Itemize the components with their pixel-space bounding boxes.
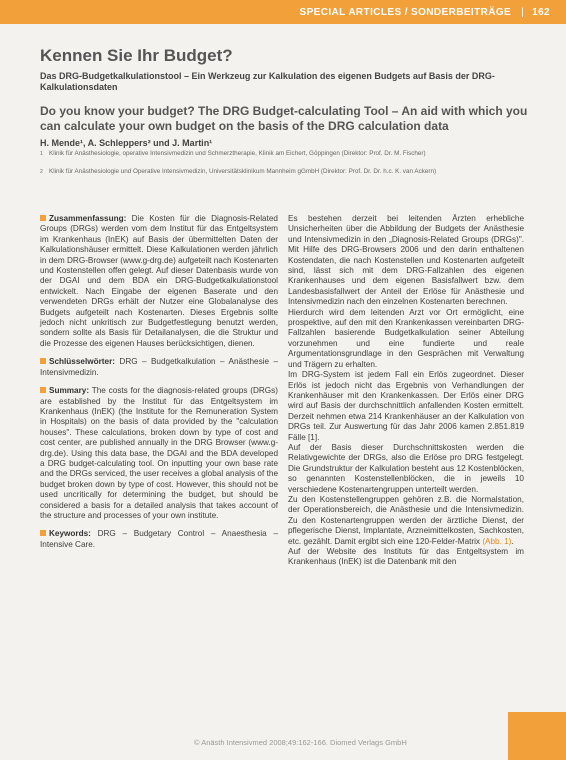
body-text: Zu den Kostenstellengruppen gehören z.B. die Normalstation, der Operationsbereich, die Anästhesie und die Intensivmedizin. Zu den Kostenartengruppen werden der ärztliche Dienst, der pflegerische Dienst, Implantate, Arzneimittelkosten, Sachkosten, etc. gezählt. Damit ergibt sich eine 120-Felder-Matrix [288,494,524,546]
body-paragraph [288,495,524,547]
square-bullet-icon [40,530,46,536]
body-paragraph: Im DRG-System ist jedem Fall ein Erlös zugeordnet. Dieser Erlös ist jedoch nicht das Ergebnis von Verhandlungen der Krankenhäuser mit den Krankenkassen. Der Erlös einer DRG wird auf Basis der durchschnittlich anfallenden Kosten ermittelt. Derzeit nehmen etwa 214 Krankenhäuser an der Kalkulation von DRGs teil. Zur Auswertung für das Jahr 2006 kamen 2.851.819 Fälle [1]. [288,370,524,442]
schluesselwoerter-text: DRG – Budgetkalkulation – Anästhesie – Intensivmedizin. [40,357,278,377]
schluesselwoerter-paragraph [40,357,278,378]
page-number: 162 [532,6,550,18]
body-paragraph: Auf der Website des Instituts für das Entgeltsystem im Krankenhaus (InEK) ist die Datenbank mit den [288,547,524,567]
body-paragraph: Auf der Basis dieser Durchschnittskosten werden die Relativgewichte der DRGs, also die Erlöse pro DRG festgelegt. Die Grundstruktur der Kalkulation besteht aus 12 Kostenblöcken, so genannten Kostenstellenblöcken, die in jeweils 10 verschiedene Kostenartengruppen unterteilt werden. [288,442,524,494]
zusammenfassung-heading: Zusammenfassung: [49,214,127,223]
zusammenfassung-paragraph [40,214,278,349]
section-header-bar [0,0,566,24]
affiliation-marker: 1 [40,151,43,157]
section-label: SPECIAL ARTICLES / SONDERBEITRÄGE [299,6,512,18]
square-bullet-icon [40,215,46,221]
body-paragraph: Hierdurch wird dem leitenden Arzt vor Ort ermöglicht, eine prospektive, auf den mit den Krankenkassen vereinbarten DRG-Fallzahlen basierende Budgetkalkulation seiner Abteilung vorzunehmen und eine fundierte und reale Argumentationsgrundlage in den Gesprächen mit Verwaltung und Trägern zu erhalten. [288,307,524,369]
keywords-text: DRG – Budgetary Control – Anaesthesia – Intensive Care. [40,529,278,549]
article-subtitle-german: Das DRG-Budgetkalkulationstool – Ein Werkzeug zur Kalkulation des eigenen Budgets auf Basis der DRG-Kalkulationsdaten [40,71,495,92]
header-separator: | [521,6,525,18]
affiliation-text: Klinik für Anästhesiologie und Operative Intensivmedizin, Universitätsklinikum Mannheim gGmbH (Direktor: Prof. Dr. Dr. h.c. K. van Ackern) [49,168,437,175]
affiliation-text: Klinik für Anästhesiologie, operative Intensivmedizin und Schmerztherapie, Klinik am Eichert, Göppingen (Direktor: Prof. Dr. M. Fischer) [49,150,426,157]
body-text-column [288,214,524,568]
corner-accent-tab [508,712,566,760]
schluesselwoerter-heading: Schlüsselwörter: [49,357,115,367]
body-paragraph: Es bestehen derzeit bei leitenden Ärzten erhebliche Unsicherheiten über die Abbildung der Budgets der Anästhesie und Intensivmedizin in den „Diagnosis-Related Groups (DRGs)". Mit Hilfe des DRG-Browsers 2006 und den darin enthaltenen Kostendaten, die nach Kostenstellen und Kostenarten aufgeteilt sind, lässt sich mit dem DRG-Fallzahlen des eigenen Krankenhauses und dem eigenen Basisfallwert bzw. dem Landesbasisfallwert der Anteil der Erlöse für Anästhesie und Intensivmedizin nach den einzelnen Kostenarten berechnen. [288,214,524,307]
summary-text: The costs for the diagnosis-related groups (DRGs) are established by the Institut für das Entgeltsystem im Krankenhaus (InEK) (the Institute for the Remuneration System in Hospitals) on the basis of data provided by the "calculation houses". These calculations, broken down by type of cost and cost center, are published annually in the DRG Browser (www.g-drg.de). Using this data base, the DGAI and the BDA developed a DRG budget-calculating tool. On inputting your own base rate and the DRGs serviced, the user receives a global analysis of the budget broken down by type of cost. However, this should not be used uncritically for determining the budget, but should be considered a basis for a detailed analysis that takes account of the structure and processes of your own institute. [40,386,278,520]
summary-paragraph [40,386,278,521]
body-text: . [511,536,514,546]
abstract-column [40,214,278,558]
square-bullet-icon [40,387,46,393]
square-bullet-icon [40,358,46,364]
affiliation-marker: 2 [40,169,43,175]
summary-heading: Summary: [49,386,90,396]
zusammenfassung-text: Die Kosten für die Diagnosis-Related Groups (DRGs) werden vom dem Institut für das Entgeltsystem im Krankenhaus (InEK) auf Basis der übermittelten Daten der Kalkulationshäuser ermittelt. Diese Kalkulationen werden jährlich in dem DRG-Browser (www.g-drg.de) aufgeteilt nach Kostenarten und Kostenstellen offen gelegt. Auf dieser Datenbasis wurde von der DGAI und dem BDA ein DRG-Budgetkalkulationstool entwickelt. Nach Eingabe der eigenen Baserate und den verwendeten DRGs erhält der Nutzer eine Globalanalyse des Budgets aufgeteilt nach Kostenarten. Dieses Ergebnis sollte jedoch nicht unkritisch zur Budgetfestlegung benutzt werden, sondern sollte als Basis für Detailanalysen, die die Struktur und die Prozesse des eigenen Hauses berücksichtigen, dienen. [40,214,278,348]
figure-reference-link[interactable]: (Abb. 1) [482,536,512,546]
keywords-heading: Keywords: [49,529,91,539]
article-title-english: Do you know your budget? The DRG Budget-calculating Tool – An aid with which you can calculate your own budget on the basis of the DRG calculation data [40,104,528,133]
affiliation-2 [40,168,510,176]
keywords-paragraph [40,529,278,550]
article-title: Kennen Sie Ihr Budget? [40,46,233,65]
copyright-footer: © Anästh Intensivmed 2008;49:162-166. Diomed Verlags GmbH [194,738,407,747]
affiliation-1 [40,150,510,158]
author-list: H. Mende¹, A. Schleppers² und J. Martin¹ [40,138,213,148]
